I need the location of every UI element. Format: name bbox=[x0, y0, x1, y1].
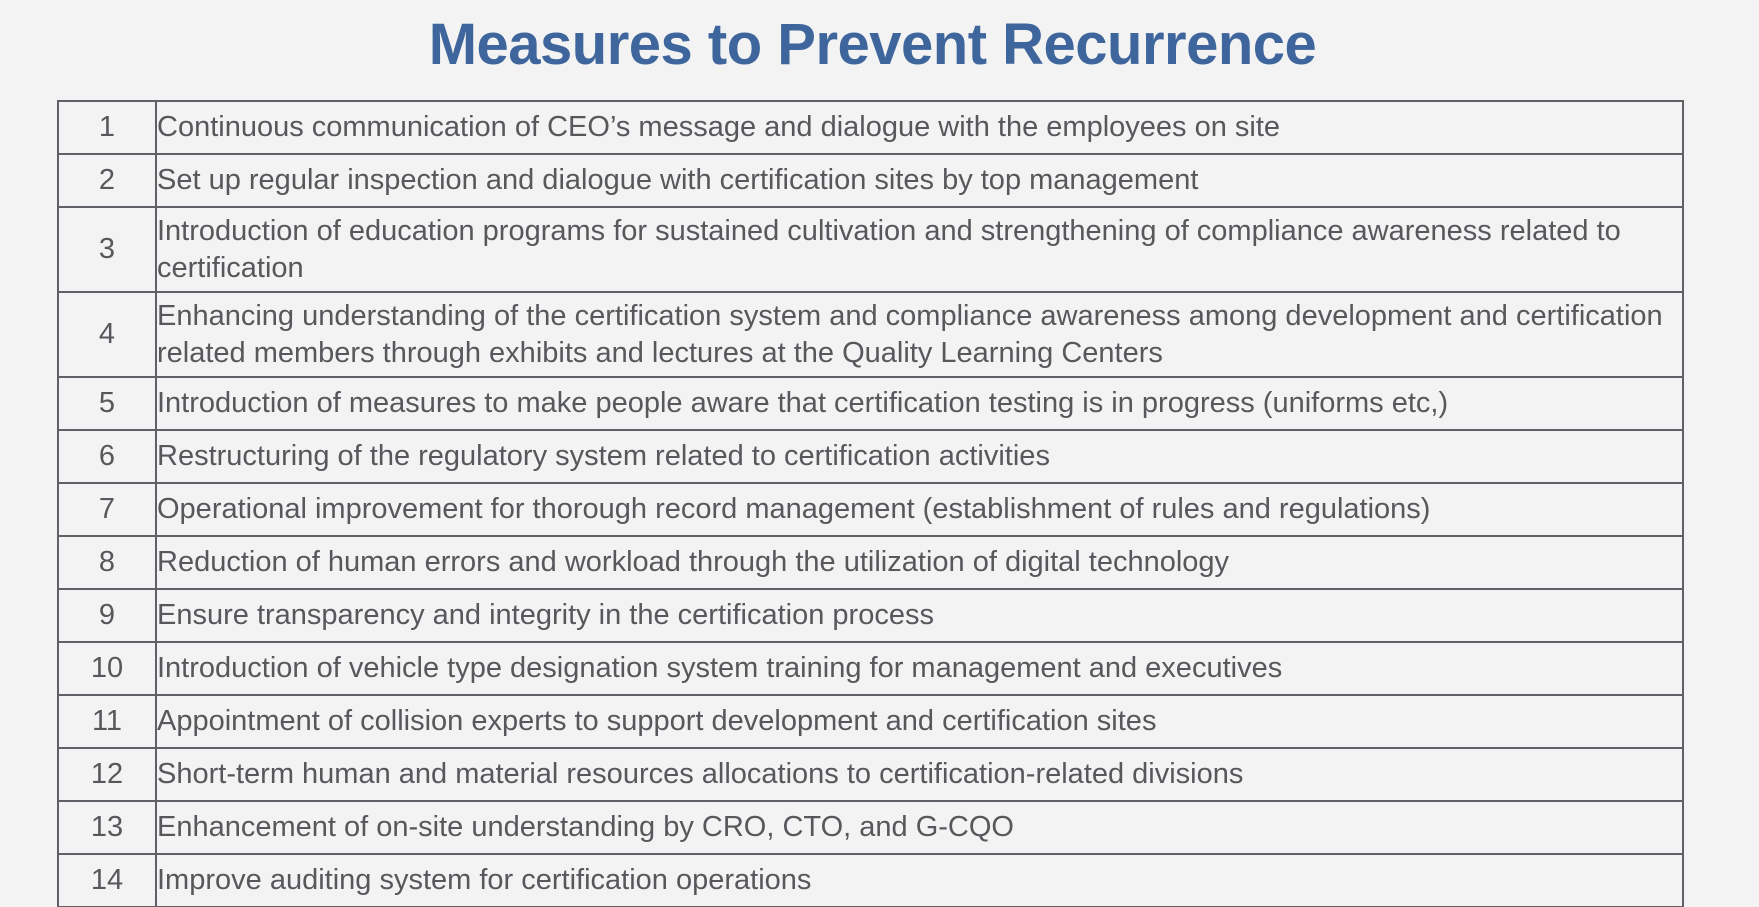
table-row bbox=[58, 483, 1683, 536]
measure-text: Enhancement of on-site understanding by CRO, CTO, and G-CQO bbox=[156, 801, 1683, 854]
row-number: 12 bbox=[58, 748, 156, 801]
table-row bbox=[58, 801, 1683, 854]
measure-text: Short-term human and material resources allocations to certification-related divisions bbox=[156, 748, 1683, 801]
page-title: Measures to Prevent Recurrence bbox=[428, 12, 1317, 77]
measure-text: Introduction of education programs for sustained cultivation and strengthening of compliance awareness related to certification bbox=[156, 207, 1683, 292]
measure-text: Introduction of measures to make people aware that certification testing is in progress (uniforms etc,) bbox=[156, 377, 1683, 430]
row-number: 4 bbox=[58, 292, 156, 377]
row-number: 1 bbox=[58, 101, 156, 154]
row-number: 9 bbox=[58, 589, 156, 642]
measure-text: Improve auditing system for certification operations bbox=[156, 854, 1683, 907]
measure-text: Restructuring of the regulatory system related to certification activities bbox=[156, 430, 1683, 483]
row-number: 5 bbox=[58, 377, 156, 430]
table-row bbox=[58, 589, 1683, 642]
table-row bbox=[58, 430, 1683, 483]
measure-text: Set up regular inspection and dialogue with certification sites by top management bbox=[156, 154, 1683, 207]
measure-text: Enhancing understanding of the certification system and compliance awareness among development and certification related members through exhibits and lectures at the Quality Learning Centers bbox=[156, 292, 1683, 377]
row-number: 6 bbox=[58, 430, 156, 483]
table-row bbox=[58, 207, 1683, 292]
measure-text: Operational improvement for thorough record management (establishment of rules and regulations) bbox=[156, 483, 1683, 536]
table-row bbox=[58, 536, 1683, 589]
table-row bbox=[58, 101, 1683, 154]
measure-text: Reduction of human errors and workload through the utilization of digital technology bbox=[156, 536, 1683, 589]
row-number: 7 bbox=[58, 483, 156, 536]
row-number: 3 bbox=[58, 207, 156, 292]
measure-text: Ensure transparency and integrity in the certification process bbox=[156, 589, 1683, 642]
table-row bbox=[58, 292, 1683, 377]
measure-text: Continuous communication of CEO’s message and dialogue with the employees on site bbox=[156, 101, 1683, 154]
table-row bbox=[58, 377, 1683, 430]
table-row bbox=[58, 748, 1683, 801]
table-row bbox=[58, 154, 1683, 207]
table-row bbox=[58, 642, 1683, 695]
measure-text: Appointment of collision experts to support development and certification sites bbox=[156, 695, 1683, 748]
row-number: 8 bbox=[58, 536, 156, 589]
table-row bbox=[58, 854, 1683, 907]
row-number: 2 bbox=[58, 154, 156, 207]
row-number: 14 bbox=[58, 854, 156, 907]
measures-table bbox=[57, 100, 1684, 907]
row-number: 10 bbox=[58, 642, 156, 695]
row-number: 13 bbox=[58, 801, 156, 854]
row-number: 11 bbox=[58, 695, 156, 748]
table-row bbox=[58, 695, 1683, 748]
measure-text: Introduction of vehicle type designation system training for management and executives bbox=[156, 642, 1683, 695]
